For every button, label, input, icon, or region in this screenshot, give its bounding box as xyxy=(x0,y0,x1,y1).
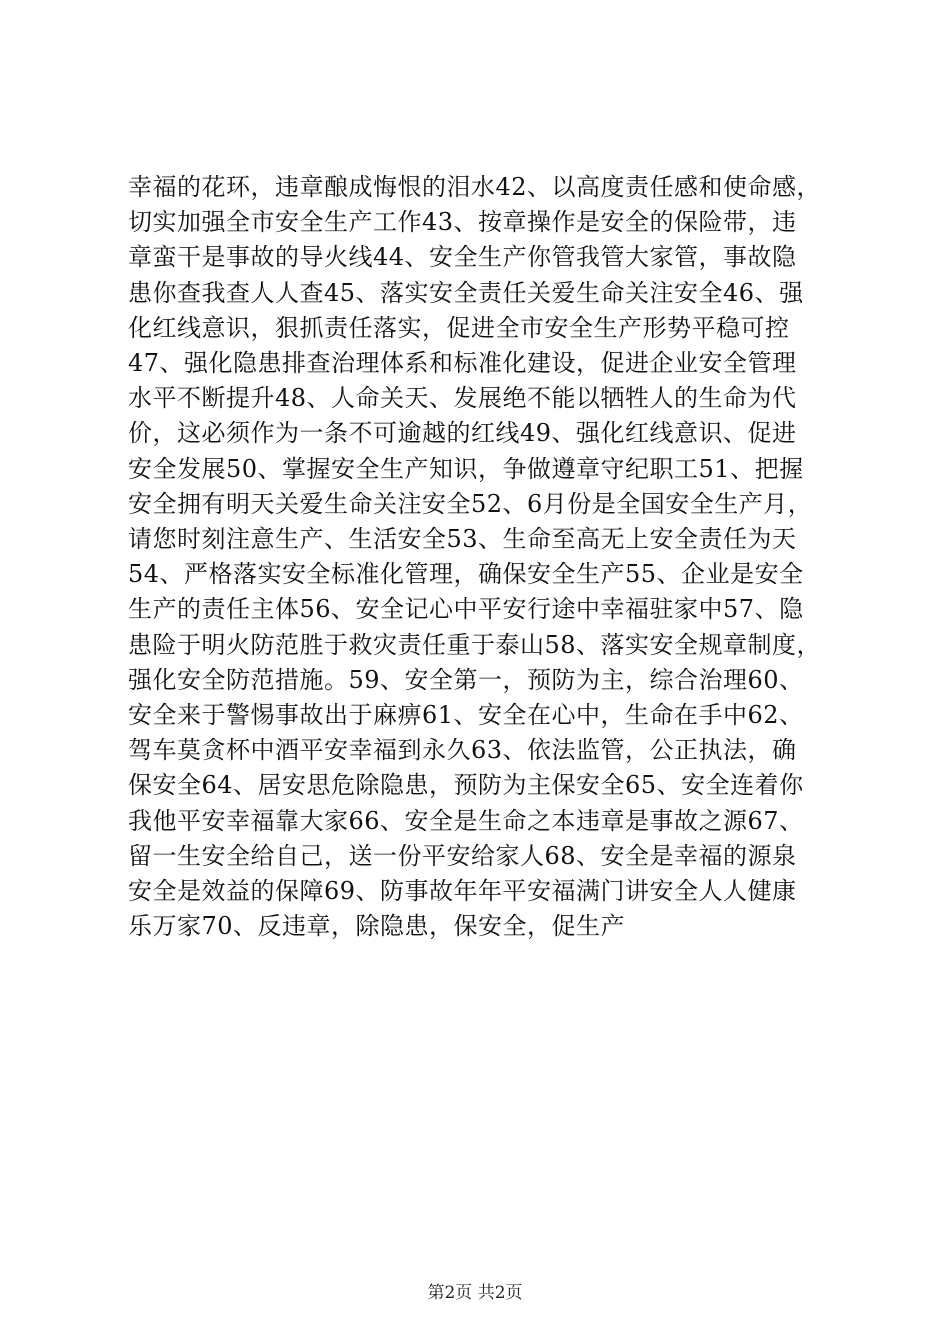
text-line: 乐万家70、反违章，除隐患，保安全，促生产 xyxy=(128,912,626,941)
page-number-footer: 第2页 共2页 xyxy=(427,1283,523,1303)
text-line: 我他平安幸福靠大家66、安全是生命之本违章是事故之源67、 xyxy=(128,806,804,835)
text-line: 幸福的花环，违章酿成悔恨的泪水42、以高度责任感和使命感， xyxy=(128,173,822,201)
text-line: 水平不断提升48、人命关天、发展绝不能以牺牲人的生命为代 xyxy=(128,384,797,413)
text-line: 患你查我查人人查45、落实安全责任关爱生命关注安全46、强 xyxy=(128,278,804,307)
text-line: 安全是效益的保障69、防事故年年平安福满门讲安全人人健康 xyxy=(128,877,797,906)
document-body-text xyxy=(128,170,838,944)
text-line: 安全来于警惕事故出于麻痹61、安全在心中，生命在手中62、 xyxy=(128,701,804,730)
text-line: 47、强化隐患排查治理体系和标准化建设，促进企业安全管理 xyxy=(128,349,797,378)
text-line: 安全发展50、掌握安全生产知识，争做遵章守纪职工51、把握 xyxy=(128,454,804,483)
text-line: 安全拥有明天关爱生命关注安全52、6月份是全国安全生产月， xyxy=(128,489,813,518)
text-line: 患险于明火防范胜于救灾责任重于泰山58、落实安全规章制度， xyxy=(128,630,822,659)
text-line: 留一生安全给自己，送一份平安给家人68、安全是幸福的源泉 xyxy=(128,841,797,870)
text-line: 强化安全防范措施。59、安全第一，预防为主，综合治理60、 xyxy=(128,665,804,694)
text-line: 章蛮干是事故的导火线44、安全生产你管我管大家管，事故隐 xyxy=(128,243,797,272)
text-line: 保安全64、居安思危除隐患，预防为主保安全65、安全连着你 xyxy=(128,771,804,800)
text-line: 54、严格落实安全标准化管理，确保安全生产55、企业是安全 xyxy=(128,560,804,589)
text-line: 请您时刻注意生产、生活安全53、生命至高无上安全责任为天 xyxy=(128,525,797,554)
text-line: 驾车莫贪杯中酒平安幸福到永久63、依法监管，公正执法，确 xyxy=(128,736,797,765)
text-line: 价，这必须作为一条不可逾越的红线49、强化红线意识、促进 xyxy=(128,419,797,448)
text-line: 生产的责任主体56、安全记心中平安行途中幸福驻家中57、隐 xyxy=(128,595,804,624)
text-line: 切实加强全市安全生产工作43、按章操作是安全的保险带，违 xyxy=(128,208,797,237)
text-line: 化红线意识，狠抓责任落实，促进全市安全生产形势平稳可控 xyxy=(128,313,790,342)
